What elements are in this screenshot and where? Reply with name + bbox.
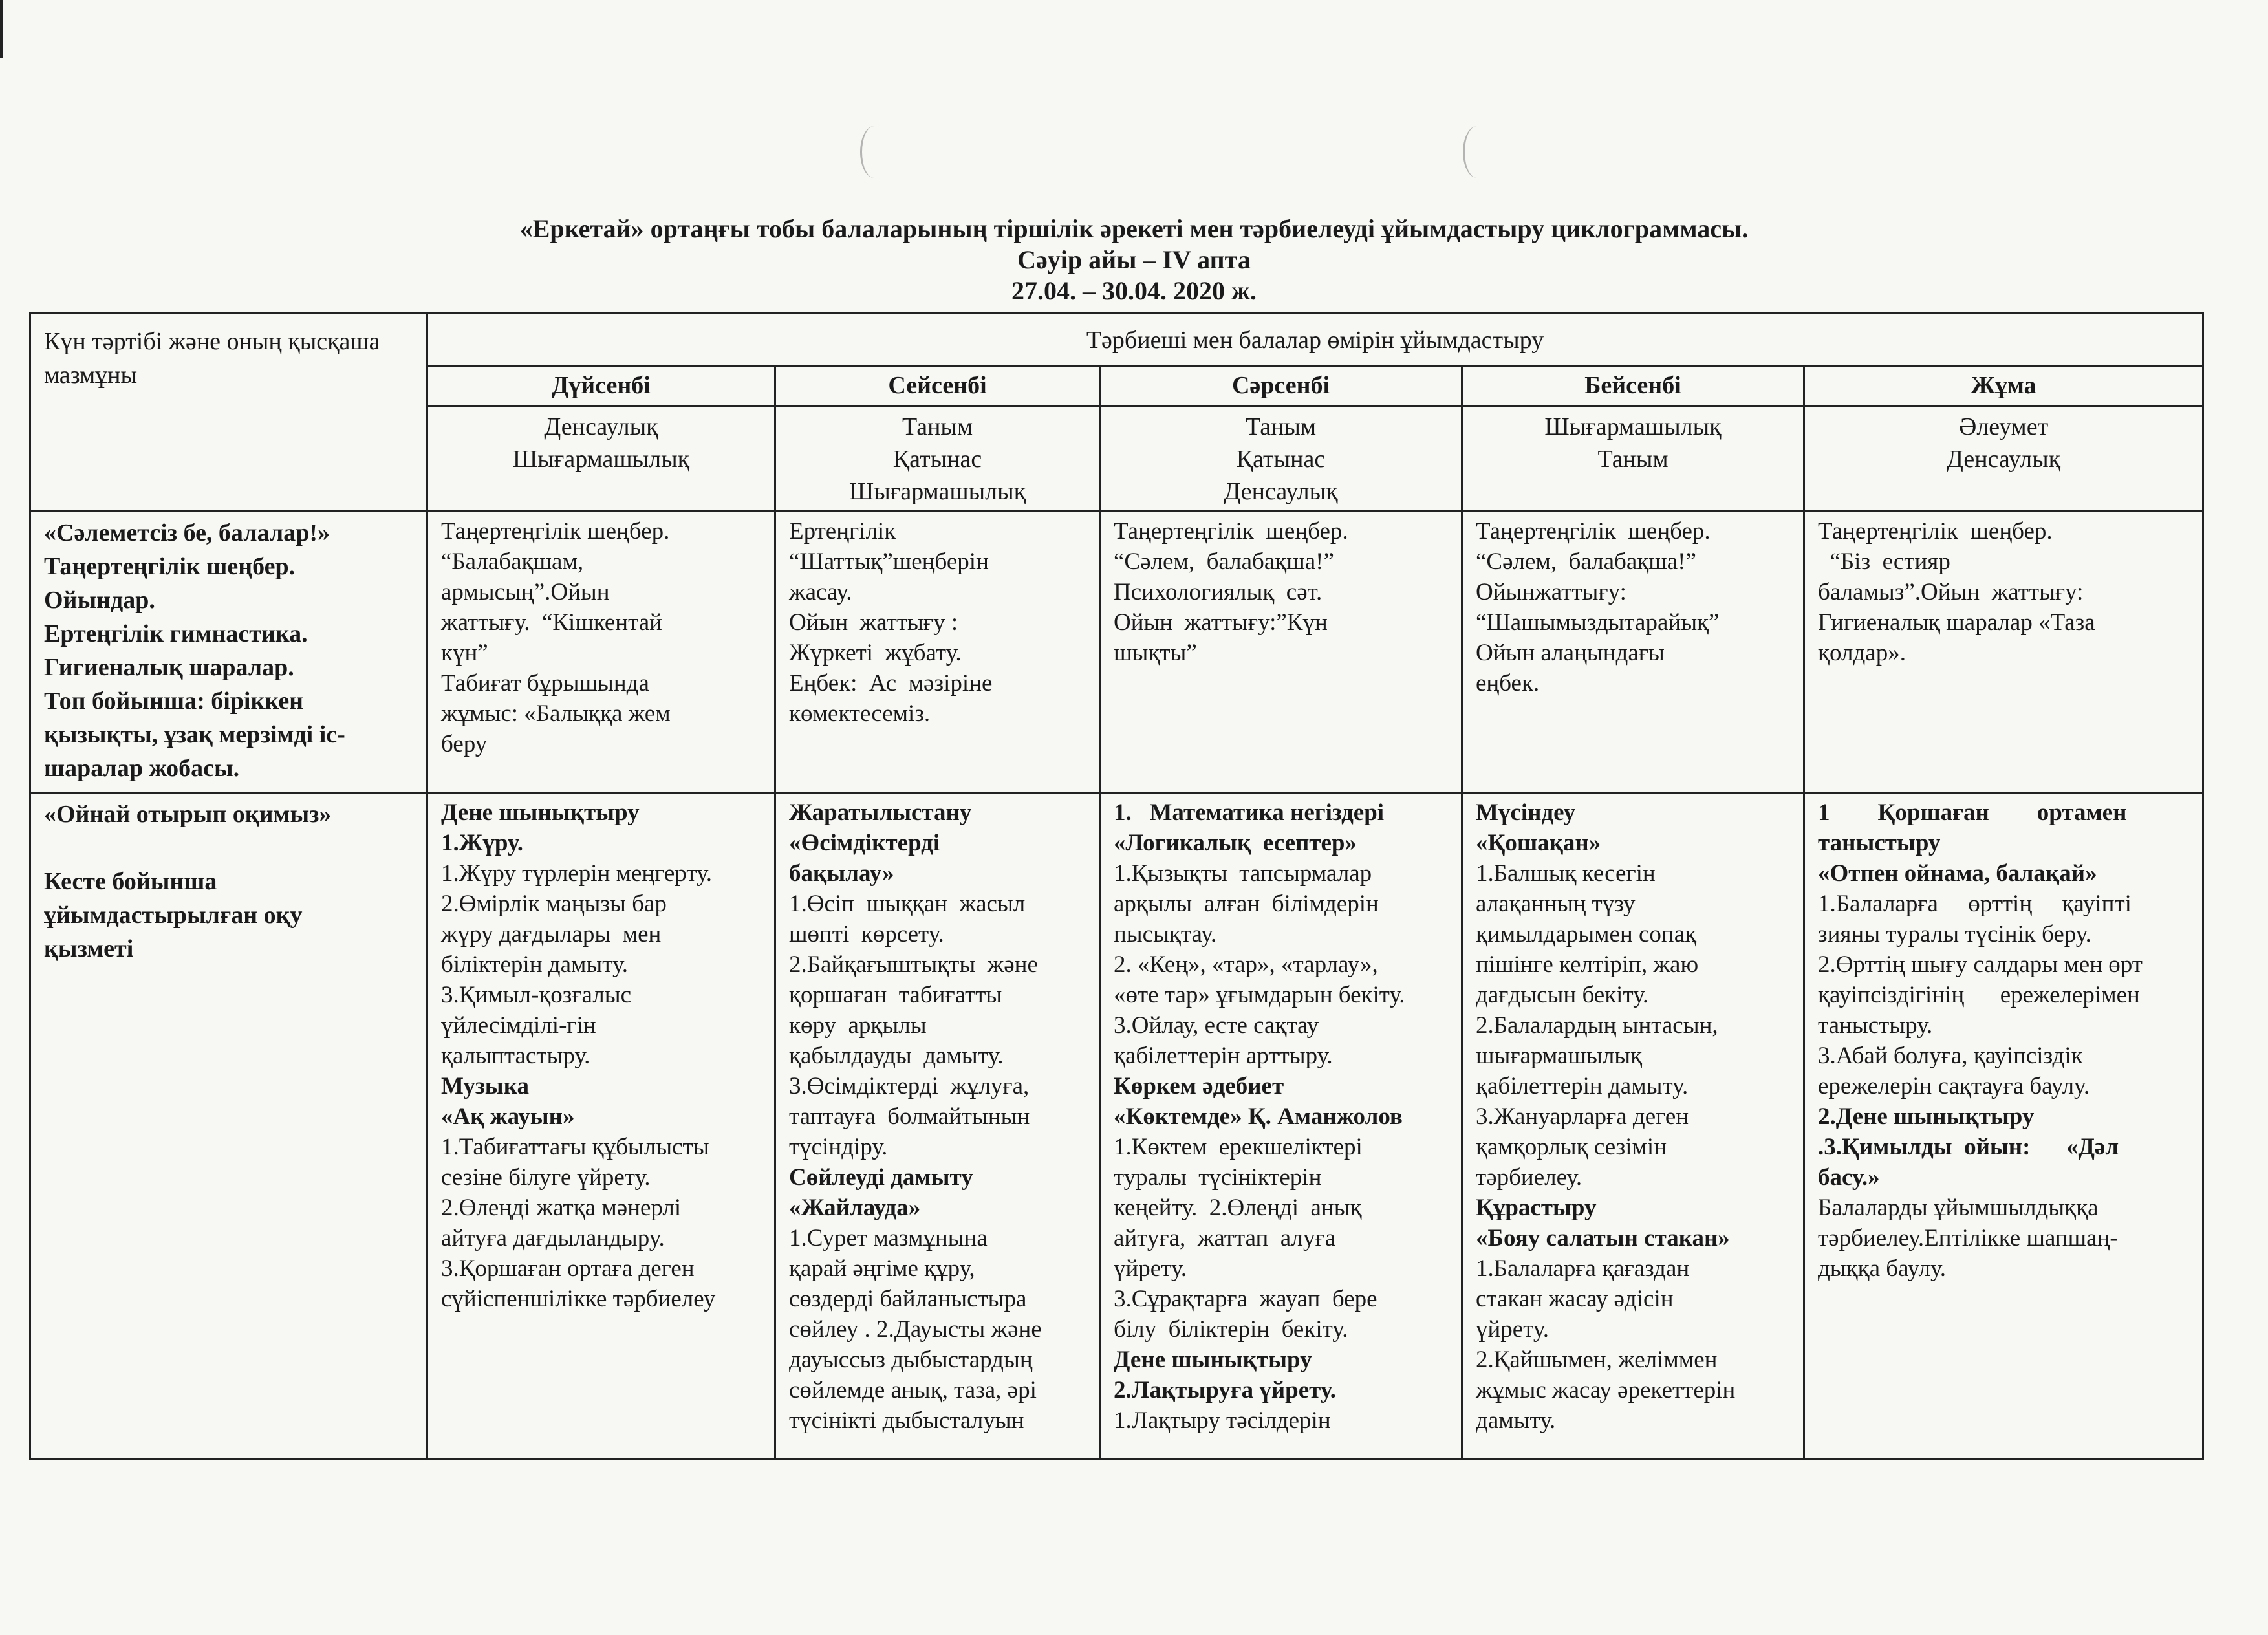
activity-text: тәрбиелеу. xyxy=(1476,1164,1582,1191)
row-label xyxy=(30,512,427,793)
activity-text: Еңбек: Ас мәзіріне xyxy=(789,670,993,697)
activity-text: 2.Өрттің шығу салдары мен өрт xyxy=(1818,951,2143,978)
activity-text: 2.Қайшымен, желіммен xyxy=(1476,1347,1718,1373)
activity-text: білу біліктерін бекіту. xyxy=(1114,1316,1348,1343)
row-label-line: шаралар жобасы. xyxy=(44,755,240,782)
activity-cell xyxy=(775,512,1100,793)
activity-text: Таңертеңгілік шеңбер. xyxy=(1818,518,2053,545)
activity-text: үйрету. xyxy=(1114,1255,1187,1282)
activity-heading: бақылау» xyxy=(789,860,894,887)
activity-heading: 1.Жүру. xyxy=(441,830,523,856)
row-label-line: ұйымдастырылған оқу xyxy=(44,902,303,929)
row-label-line: «Сәлеметсіз бе, балалар!» xyxy=(44,519,330,547)
activity-text: “Шашымыздытарайық” xyxy=(1476,609,1720,636)
activity-text: 3.Абай болуға, қауіпсіздік xyxy=(1818,1043,2083,1069)
activity-text: Таңертеңгілік шеңбер. xyxy=(441,518,670,545)
activity-text: 1.Жүру түрлерін меңгерту. xyxy=(441,860,713,887)
activity-text: 3.Жануарларға деген xyxy=(1476,1103,1689,1130)
activity-text: “Сәлем, балабақша!” xyxy=(1476,548,1696,575)
activity-text: туралы түсініктерін xyxy=(1114,1164,1322,1191)
area-label: Шығармашылық xyxy=(848,478,1026,505)
activity-text: Гигиеналық шаралар «Таза xyxy=(1818,609,2095,636)
activity-text: дауыссыз дыбыстардың xyxy=(789,1347,1033,1373)
activity-text: көмектесеміз. xyxy=(789,700,931,727)
row-label-line: қызықты, ұзақ мерзімді іс- xyxy=(44,721,345,748)
activity-text: 1.Табиғаттағы құбылысты xyxy=(441,1134,709,1160)
activity-text: 1.Балшық кесегін xyxy=(1476,860,1656,887)
punch-hole-mark xyxy=(1463,126,1491,178)
document-header xyxy=(0,213,2268,307)
activity-text: жұмыс жасау әрекеттерін xyxy=(1476,1377,1736,1403)
activity-text: 2. «Кең», «тар», «тарлау», xyxy=(1114,951,1378,978)
activity-text: Ойынжаттығу: xyxy=(1476,579,1626,605)
activity-text: 3.Өсімдіктерді жұлуға, xyxy=(789,1073,1030,1099)
document-date-range: 27.04. – 30.04. 2020 ж. xyxy=(1011,276,1257,305)
activity-cell xyxy=(1804,512,2203,793)
activity-heading: Сөйлеуді дамыту xyxy=(789,1164,973,1191)
activity-text: армысың”.Ойын xyxy=(441,579,610,605)
row-label-line: Таңертеңгілік шеңбер. xyxy=(44,553,296,580)
activity-text: “Біз естияр xyxy=(1818,548,1950,575)
area-label: Шығармашылық xyxy=(512,446,690,473)
row-label-line: Ойындар. xyxy=(44,587,155,614)
activity-text: 1.Көктем ерекшеліктері xyxy=(1114,1134,1363,1160)
activity-text: 1.Балаларға өрттің қауіпті xyxy=(1818,891,2132,917)
activity-text: зияны туралы түсінік беру. xyxy=(1818,921,2091,947)
activity-cell xyxy=(1804,793,2203,1460)
activity-heading: 1. Математика негіздері xyxy=(1114,799,1385,826)
row-label-line: «Ойнай отырып оқимыз» xyxy=(44,801,332,828)
activity-text: Таңертеңгілік шеңбер. xyxy=(1114,518,1348,545)
scan-edge-mark xyxy=(0,0,3,58)
activity-heading: .3.Қимылды ойын: «Дәл xyxy=(1818,1134,2119,1160)
row-label-line: Гигиеналық шаралар. xyxy=(44,654,294,681)
activity-text: сөздерді байланыстыра xyxy=(789,1286,1027,1312)
activity-text: пішінге келтіріп, жаю xyxy=(1476,951,1699,978)
activity-text: Психологиялық сәт. xyxy=(1114,579,1323,605)
activity-heading: 2.Лақтыруға үйрету. xyxy=(1114,1377,1336,1403)
activity-text: түсінікті дыбысталуын xyxy=(789,1407,1024,1434)
activity-heading: 1 Қоршаған ортамен xyxy=(1818,799,2127,826)
activity-text: үйрету. xyxy=(1476,1316,1549,1343)
activity-text: еңбек. xyxy=(1476,670,1540,697)
activity-text: қарай әңгіме құру, xyxy=(789,1255,975,1282)
activity-cell xyxy=(1100,512,1462,793)
activity-text: қимылдарымен сопақ xyxy=(1476,921,1697,947)
activity-text: «өте тар» ұғымдарын бекіту. xyxy=(1114,982,1405,1008)
activity-heading: Жаратылыстану xyxy=(789,799,972,826)
activity-text: 1.Өсіп шыққан жасыл xyxy=(789,891,1026,917)
activity-text: 1.Сурет мазмұнына xyxy=(789,1225,988,1251)
table-row xyxy=(30,512,2203,793)
area-label: Денсаулық xyxy=(1946,446,2061,473)
day-header-friday: Жұма xyxy=(1804,366,2203,406)
row-label-line: Топ бойынша: біріккен xyxy=(44,688,304,715)
row-label xyxy=(30,793,427,1460)
activity-text: қабілеттерін арттыру. xyxy=(1114,1043,1333,1069)
row-label-line: Ертеңгілік гимнастика. xyxy=(44,620,308,647)
activity-text: дағдысын бекіту. xyxy=(1476,982,1649,1008)
activity-text: беру xyxy=(441,731,488,757)
activity-heading: Дене шынықтыру xyxy=(441,799,640,826)
activity-text: 1.Қызықты тапсырмалар xyxy=(1114,860,1372,887)
activity-text: 3.Сұрақтарға жауап бере xyxy=(1114,1286,1377,1312)
table-row xyxy=(30,793,2203,1460)
activity-text: “Сәлем, балабақша!” xyxy=(1114,548,1334,575)
activity-text: айтуға, жаттап алуға xyxy=(1114,1225,1336,1251)
area-label: Әлеумет xyxy=(1958,413,2049,440)
activity-text: “Шаттық”шеңберін xyxy=(789,548,989,575)
activity-text: көру арқылы xyxy=(789,1012,927,1039)
row-label-line xyxy=(44,831,413,865)
activity-text: дыққа баулу. xyxy=(1818,1255,1947,1282)
row-label-line: қызметі xyxy=(44,935,134,962)
day-header-wednesday: Сәрсенбі xyxy=(1100,366,1462,406)
activity-text: стакан жасау әдісін xyxy=(1476,1286,1674,1312)
activity-text: 2.Өлеңді жатқа мәнерлі xyxy=(441,1195,682,1221)
area-label: Шығармашылық xyxy=(1544,413,1722,440)
activity-heading: «Отпен ойнама, балақай» xyxy=(1818,860,2097,887)
activity-heading: «Жайлауда» xyxy=(789,1195,921,1221)
activity-cell xyxy=(427,793,775,1460)
punch-hole-mark xyxy=(860,126,888,178)
row-label-line: Кесте бойынша xyxy=(44,868,217,895)
activity-text: айтуға дағдыландыру. xyxy=(441,1225,665,1251)
activity-text: таныстыру. xyxy=(1818,1012,1933,1039)
day-header-thursday: Бейсенбі xyxy=(1462,366,1804,406)
activity-text: Ойын жаттығу:”Күн xyxy=(1114,609,1328,636)
activity-heading: Музыка xyxy=(441,1073,529,1099)
activity-text: жаттығу. “Кішкентай xyxy=(441,609,662,636)
activity-heading: таныстыру xyxy=(1818,830,1941,856)
day-header-tuesday: Сейсенбі xyxy=(775,366,1100,406)
activity-heading: Құрастыру xyxy=(1476,1195,1597,1221)
activity-heading: басу.» xyxy=(1818,1164,1880,1191)
activity-heading: «Қошақан» xyxy=(1476,830,1601,856)
area-label: Таным xyxy=(902,413,973,440)
area-label: Таным xyxy=(1245,413,1317,440)
activity-text: пысықтау. xyxy=(1114,921,1217,947)
activity-text: қабілеттерін дамыту. xyxy=(1476,1073,1689,1099)
cyclogram-table xyxy=(29,312,2204,1460)
activity-text: 3.Ойлау, есте сақтау xyxy=(1114,1012,1319,1039)
day-header-monday: Дүйсенбі xyxy=(427,366,775,406)
activity-text: қалыптастыру. xyxy=(441,1043,590,1069)
activity-text: 2.Өмірлік маңызы бар xyxy=(441,891,667,917)
activity-text: 3.Қоршаған ортаға деген xyxy=(441,1255,695,1282)
activity-heading: «Көктемде» Қ. Аманжолов xyxy=(1114,1103,1403,1130)
activity-text: тәрбиелеу.Ептілікке шапшаң- xyxy=(1818,1225,2118,1251)
areas-cell xyxy=(1100,406,1462,512)
corner-header: Күн тәртібі және оның қысқаша мазмұны xyxy=(30,314,427,512)
activity-text: дамыту. xyxy=(1476,1407,1556,1434)
activity-heading: 2.Дене шынықтыру xyxy=(1818,1103,2035,1130)
activity-heading: Көркем әдебиет xyxy=(1114,1073,1284,1099)
activity-text: 1.Балаларға қағаздан xyxy=(1476,1255,1690,1282)
activity-text: Ойын алаңындағы xyxy=(1476,640,1665,666)
activity-text: біліктерін дамыту. xyxy=(441,951,629,978)
activity-text: қауіпсіздігінің ережелерімен xyxy=(1818,982,2140,1008)
activity-text: қабылдауды дамыту. xyxy=(789,1043,1004,1069)
activity-text: қамқорлық сезімін xyxy=(1476,1134,1667,1160)
activity-text: жүру дағдылары мен xyxy=(441,921,662,947)
activity-text: Балаларды ұйымшылдыққа xyxy=(1818,1195,2099,1221)
area-label: Қатынас xyxy=(892,446,982,473)
area-label: Таным xyxy=(1597,446,1669,473)
activity-text: түсіндіру. xyxy=(789,1134,888,1160)
activity-text: ережелерін сақтауға баулу. xyxy=(1818,1073,2090,1099)
activity-text: сөйлемде анық, таза, әрі xyxy=(789,1377,1037,1403)
activity-text: 2.Байқағыштықты және xyxy=(789,951,1038,978)
activity-heading: «Өсімдіктерді xyxy=(789,830,940,856)
activity-text: Жүркеті жұбату. xyxy=(789,640,962,666)
activity-cell xyxy=(1462,512,1804,793)
group-header: Тәрбиеші мен балалар өмірін ұйымдастыру xyxy=(427,314,2203,366)
activity-text: баламыз”.Ойын жаттығу: xyxy=(1818,579,2084,605)
activity-text: шығармашылық xyxy=(1476,1043,1643,1069)
activity-text: Таңертеңгілік шеңбер. xyxy=(1476,518,1711,545)
activity-text: Ойын жаттығу : xyxy=(789,609,958,636)
activity-heading: Мүсіндеу xyxy=(1476,799,1576,826)
activity-text: таптауға болмайтынын xyxy=(789,1103,1030,1130)
activity-text: сүйіспеншілікке тәрбиелеу xyxy=(441,1286,716,1312)
activity-text: алақанның түзу xyxy=(1476,891,1636,917)
activity-text: жұмыс: «Балыққа жем xyxy=(441,700,671,727)
activity-cell xyxy=(1462,793,1804,1460)
activity-cell xyxy=(1100,793,1462,1460)
activity-heading: «Логикалық есептер» xyxy=(1114,830,1357,856)
activity-text: Ертеңгілік xyxy=(789,518,896,545)
activity-text: арқылы алған білімдерін xyxy=(1114,891,1379,917)
activity-text: кеңейту. 2.Өлеңді анық xyxy=(1114,1195,1362,1221)
activity-text: сөйлеу . 2.Дауысты және xyxy=(789,1316,1042,1343)
activity-text: күн” xyxy=(441,640,488,666)
activity-text: Табиғат бұрышында xyxy=(441,670,649,697)
document-subtitle: Сәуір айы – IV апта xyxy=(1017,245,1251,274)
activity-text: шықты” xyxy=(1114,640,1197,666)
activity-text: үйлесімділі-гін xyxy=(441,1012,596,1039)
activity-heading: Дене шынықтыру xyxy=(1114,1347,1312,1373)
area-label: Денсаулық xyxy=(1224,478,1338,505)
activity-text: сезіне білуге үйрету. xyxy=(441,1164,651,1191)
areas-cell xyxy=(775,406,1100,512)
activity-text: қоршаған табиғатты xyxy=(789,982,1002,1008)
activity-text: жасау. xyxy=(789,579,852,605)
area-label: Қатынас xyxy=(1236,446,1326,473)
activity-text: 3.Қимыл-қозғалыс xyxy=(441,982,632,1008)
activity-text: қолдар». xyxy=(1818,640,1906,666)
areas-cell xyxy=(1804,406,2203,512)
activity-cell xyxy=(427,512,775,793)
activity-cell xyxy=(775,793,1100,1460)
activity-text: “Балабақшам, xyxy=(441,548,584,575)
activity-heading: «Ақ жауын» xyxy=(441,1103,575,1130)
activity-text: шөпті көрсету. xyxy=(789,921,944,947)
activity-text: 1.Лақтыру тәсілдерін xyxy=(1114,1407,1331,1434)
areas-cell xyxy=(427,406,775,512)
area-label: Денсаулық xyxy=(544,413,658,440)
activity-text: 2.Балалардың ынтасын, xyxy=(1476,1012,1718,1039)
areas-cell xyxy=(1462,406,1804,512)
document-title: «Еркетай» ортаңғы тобы балаларының тіршілік әрекеті мен тәрбиелеуді ұйымдастыру циклограммасы. xyxy=(519,214,1749,243)
activity-heading: «Бояу салатын стакан» xyxy=(1476,1225,1730,1251)
